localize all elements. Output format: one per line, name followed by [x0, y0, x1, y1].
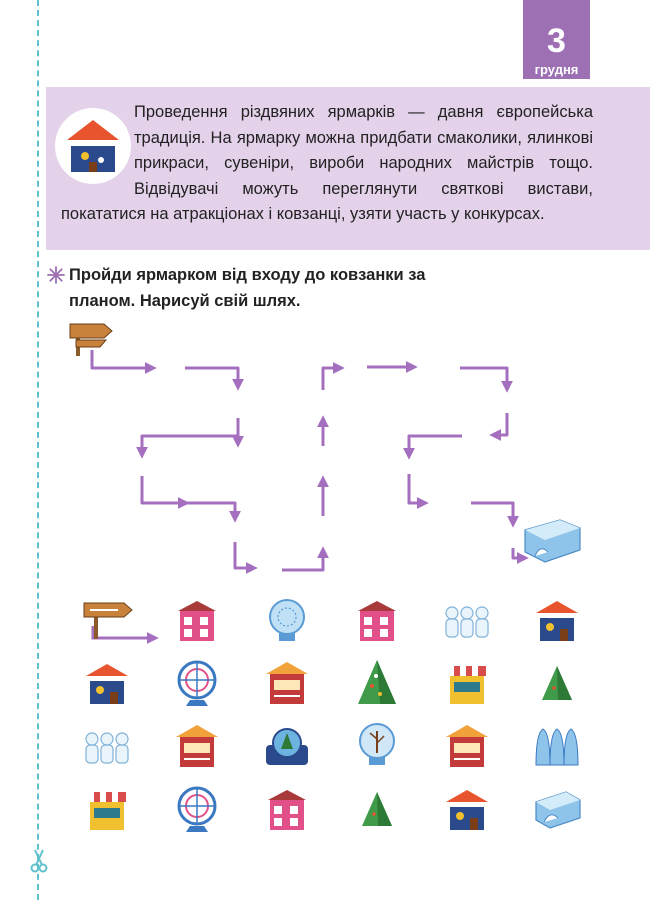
snow-globe-dark-icon [260, 719, 314, 773]
grid-cell-snowmen [62, 716, 152, 776]
yellow-stall-icon [440, 656, 494, 710]
grid-cell-stall-orange [152, 716, 242, 776]
grid-cell-ice-rink [512, 779, 602, 839]
date-day: 3 [547, 22, 566, 60]
ice-trees-icon [530, 719, 584, 773]
grid-cell-stall-orange [242, 653, 332, 713]
grid-cell-stall-red [512, 590, 602, 650]
snow-globe-icon [260, 593, 314, 647]
task-text: Пройди ярмарком від входу до ковзанки за планом. Нарисуй свій шлях. [69, 266, 426, 310]
grid-cell-snowmen [422, 590, 512, 650]
date-month: грудня [534, 62, 579, 77]
fair-grid [62, 590, 602, 840]
pink-stall-icon [350, 593, 404, 647]
grid-cell-stall-pink [332, 590, 422, 650]
path-plan [60, 318, 590, 588]
grid-cell-snow-globe-tree [332, 716, 422, 776]
snowmen-icon [440, 593, 494, 647]
scissors-icon [30, 848, 48, 874]
tree-icon [350, 782, 404, 836]
red-stall-icon [530, 593, 584, 647]
cut-line [37, 0, 39, 900]
grid-cell-stall-yellow [422, 653, 512, 713]
yellow-stall-icon [80, 782, 134, 836]
grid-cell-signpost [62, 590, 152, 650]
grid-cell-stall-red [62, 653, 152, 713]
grid-cell-ferris-wheel [152, 779, 242, 839]
orange-stall-icon [440, 719, 494, 773]
grid-cell-stall-pink [152, 590, 242, 650]
pink-stall-icon [260, 782, 314, 836]
snowflake-icon [47, 266, 65, 284]
grid-cell-snow-globe-dark [242, 716, 332, 776]
red-stall-icon [440, 782, 494, 836]
grid-cell-snow-globe [242, 590, 332, 650]
orange-stall-icon [170, 719, 224, 773]
ice-rink-icon [530, 782, 584, 836]
grid-cell-tree-small [512, 653, 602, 713]
ferris-wheel-icon [170, 782, 224, 836]
grid-cell-ice-trees [512, 716, 602, 776]
red-stall-icon [80, 656, 134, 710]
date-badge [523, 0, 590, 79]
pink-stall-icon [170, 593, 224, 647]
signpost-icon [80, 593, 134, 647]
grid-cell-stall-yellow [62, 779, 152, 839]
grid-cell-stall-pink [242, 779, 332, 839]
tree-pyramid-icon [350, 656, 404, 710]
grid-cell-ferris-wheel [152, 653, 242, 713]
grid-cell-stall-red [422, 779, 512, 839]
grid-cell-stall-orange [422, 716, 512, 776]
task-instruction [47, 263, 489, 314]
snowmen-icon [80, 719, 134, 773]
ice-rink-icon [525, 520, 580, 562]
ferris-wheel-icon [170, 656, 224, 710]
orange-stall-icon [260, 656, 314, 710]
intro-text: Проведення різдвяних ярмарків — давня європейська традиція. На ярмарку можна придбати смаколики, ялинкові прикраси, сувеніри, вироби народних майстрів тощо. Відвідувачі можуть переглянути святкові вистави, покататися на атракціонах і ковзанці, узяти участь у конкурсах. [61, 103, 593, 223]
tree-icon [530, 656, 584, 710]
snow-globe-tree-icon [350, 719, 404, 773]
grid-cell-tree-pyramid [332, 653, 422, 713]
grid-cell-tree-small [332, 779, 422, 839]
